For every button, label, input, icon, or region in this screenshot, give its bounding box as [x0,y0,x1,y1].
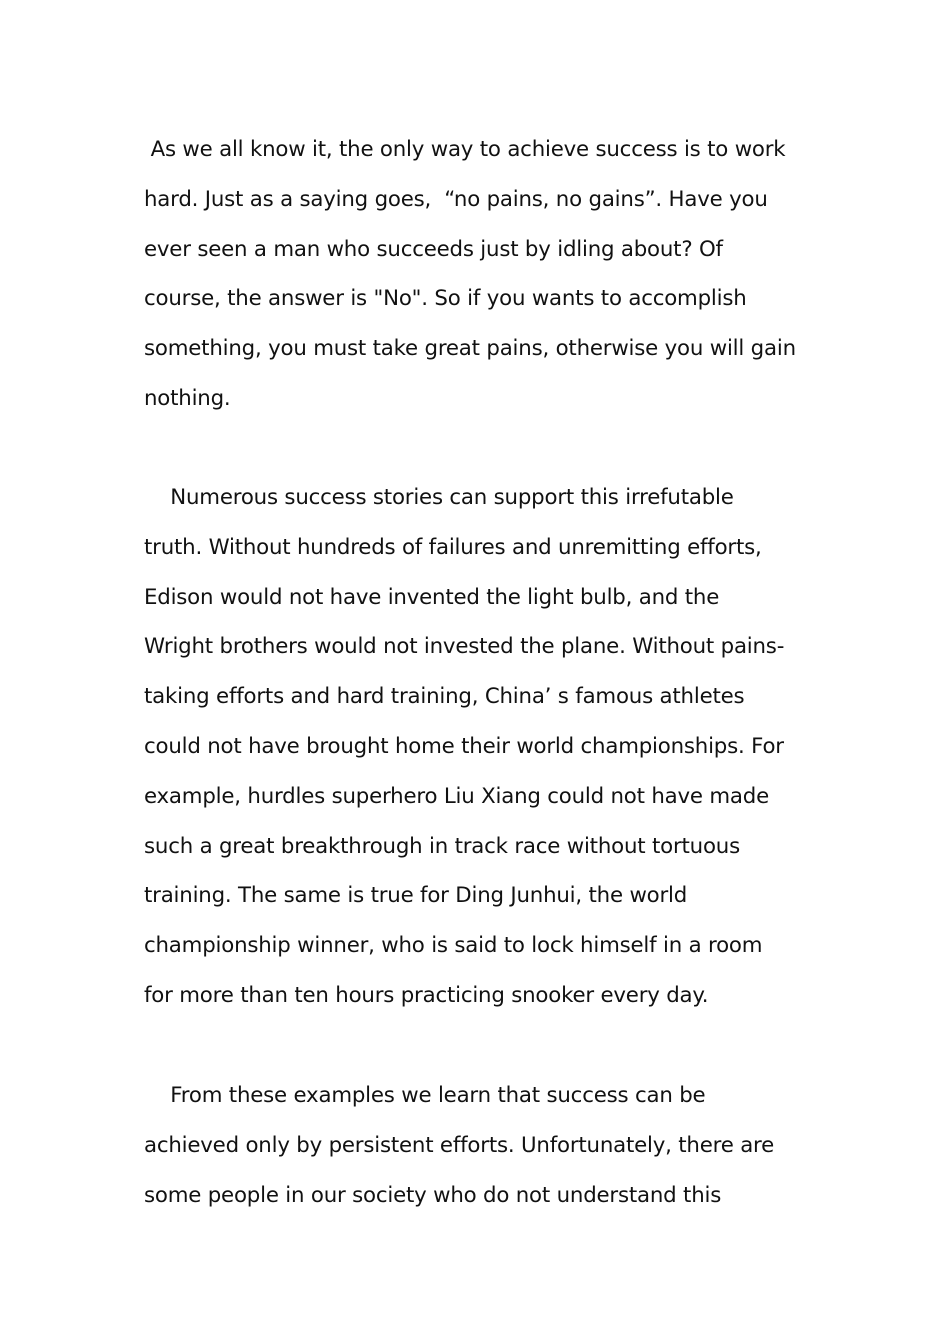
paragraph-line: championship winner, who is said to lock himself in a room [144,933,763,959]
paragraph-2 [144,473,808,1021]
paragraph-line: achieved only by persistent efforts. Unfortunately, there are [144,1132,775,1158]
paragraph-line: nothing. [144,385,231,411]
paragraph-line: hard. Just as a saying goes, “no pains, no gains”. Have you [144,186,768,212]
paragraph-line: Numerous success stories can support this irrefutable [144,485,734,510]
paragraph-line: taking efforts and hard training, China’ s famous athletes [144,684,745,710]
paragraph-1 [144,125,808,424]
paragraph-line: course, the answer is "No". So if you wants to accomplish [144,286,747,312]
paragraph-line: From these examples we learn that success can be [144,1083,706,1108]
paragraph-line: could not have brought home their world championships. For [144,733,784,759]
paragraph-line: such a great breakthrough in track race without tortuous [144,833,740,859]
paragraph-3 [144,1071,808,1220]
paragraph-line: for more than ten hours practicing snooker every day. [144,982,709,1008]
paragraph-line: truth. Without hundreds of failures and unremitting efforts, [144,534,762,560]
paragraph-line: Wright brothers would not invested the plane. Without pains- [144,634,785,660]
paragraph-line: something, you must take great pains, otherwise you will gain [144,336,796,362]
paragraph-line: example, hurdles superhero Liu Xiang could not have made [144,783,769,809]
paragraph-line: Edison would not have invented the light bulb, and the [144,584,720,610]
paragraph-line: As we all know it, the only way to achieve success is to work [144,137,786,162]
paragraph-line: ever seen a man who succeeds just by idling about? Of [144,236,723,262]
paragraph-line: training. The same is true for Ding Junhui, the world [144,883,688,909]
paragraph-line: some people in our society who do not understand this [144,1182,722,1208]
